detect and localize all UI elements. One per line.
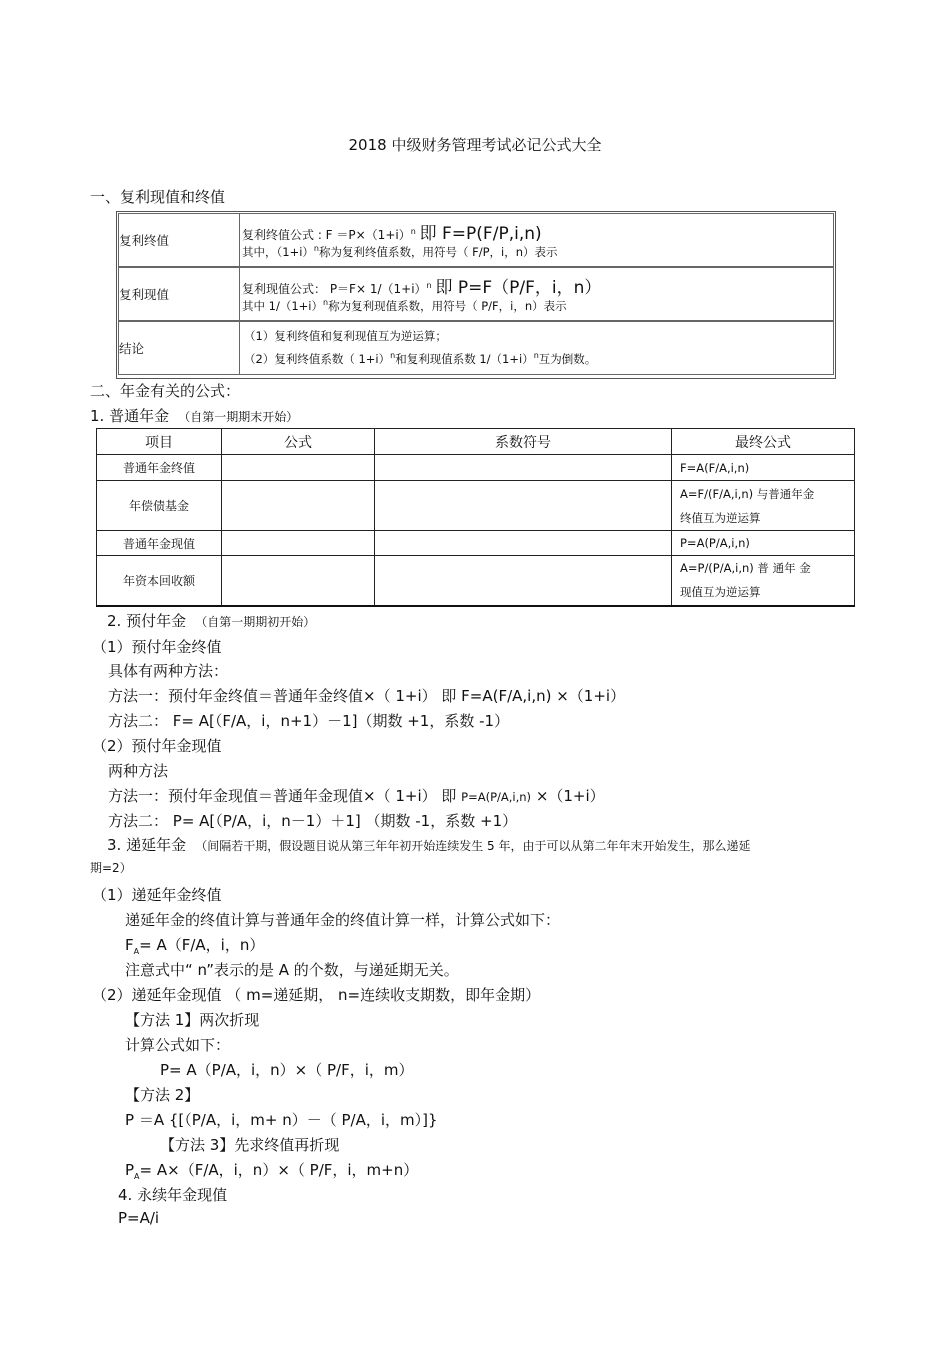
text-line: 计算公式如下： (125, 1036, 231, 1054)
text-line: 两种方法 (108, 762, 169, 780)
subsection-title: 1. 普通年金 （自第一期期末开始） (90, 407, 299, 425)
method-label: 【方法 3】先求终值再折现 (160, 1136, 340, 1154)
conclusion-1: （1）复利终值和复利现值互为逆运算； (244, 329, 447, 343)
final-formula: P=A(P/A,i,n) (672, 531, 855, 556)
formula-note: 其中，$(1+i)^n$称为复利终值系数，用符号（ F/P，i，n）表示 (242, 244, 558, 259)
final-formula: A=F/(F/A,i,n) 与普通年金 终值互为逆运算 (672, 481, 855, 531)
compound-table (116, 211, 836, 379)
formula-line: P ＝A {[（P/A，i，m+ n）－（ P/A，i，m）]} (125, 1111, 438, 1129)
table-row (97, 481, 855, 531)
note-continuation: 期=2） (90, 861, 132, 875)
item-name: 年资本回收额 (97, 556, 222, 606)
row-label: 结论 (119, 322, 240, 374)
formula-line: 方法一：预付年金终值＝普通年金终值×（ 1+i） 即 F=A(F/A,i,n) ×（1+i） (108, 687, 626, 705)
formula-line: 复利终值公式 : $F =P\times(1+i)^n$ 即 F=P(F/P,i,n) (242, 224, 542, 244)
section-heading-2: 二、年金有关的公式： (90, 382, 241, 400)
column-header: 公式 (222, 429, 375, 455)
formula-line: 复利现值公式： $P=F\times 1/(1+i)^n$ 即 P=F（P/F，i，n） (242, 278, 602, 298)
text-line: 具体有两种方法： (108, 662, 229, 680)
column-header: 项目 (97, 429, 222, 455)
table-row (97, 556, 855, 606)
item-heading: （2）预付年金现值 (92, 737, 222, 755)
item-name: 普通年金终值 (97, 455, 222, 481)
subsection-title: 3. 递延年金 （间隔若干期，假设题目说从第三年年初开始连续发生 5 年，由于可以从第二年年末开始发生，那么递延 (107, 836, 751, 854)
table-row (118, 321, 834, 375)
subsection-title: 2. 预付年金 （自第一期期初开始） (107, 612, 316, 630)
row-label: 复利现值 (119, 268, 240, 320)
column-header: 最终公式 (672, 429, 855, 455)
row-label: 复利终值 (119, 214, 240, 266)
item-name: 普通年金现值 (97, 531, 222, 556)
text-line: 递延年金的终值计算与普通年金的终值计算一样，计算公式如下： (125, 911, 561, 929)
item-heading: （1）预付年金终值 (92, 638, 222, 656)
formula-line: 方法二： P= A[（P/A，i，n－1）＋1] （期数 -1，系数 +1） (108, 812, 518, 830)
annuity-table (96, 428, 855, 607)
final-formula: F=A(F/A,i,n) (672, 455, 855, 481)
formula-line: $P_A= A\times(F/A$，i，n）×（ P/F，i，m+n） (125, 1161, 419, 1181)
method-label: 【方法 2】 (125, 1086, 200, 1104)
formula-line: $F_A= A(F/A$，i，n） (125, 936, 265, 956)
formula-line: P=A/i (118, 1209, 160, 1227)
final-formula: A=P/(P/A,i,n) 普 通年 金 现值互为逆运算 (672, 556, 855, 606)
item-heading: （1）递延年金终值 (92, 886, 222, 904)
table-row (97, 455, 855, 481)
table-row (118, 213, 834, 267)
item-name: 年偿债基金 (97, 481, 222, 531)
text-line: 注意式中“ n”表示的是 A 的个数，与递延期无关。 (125, 961, 459, 979)
table-header-row (97, 429, 855, 455)
page-title: 2018 中级财务管理考试必记公式大全 (348, 136, 602, 154)
section-heading-1: 一、复利现值和终值 (90, 188, 226, 206)
column-header: 系数符号 (375, 429, 672, 455)
formula-note: 其中 $1/(1+i)^n$称为复利现值系数，用符号（ P/F，i，n）表示 (242, 298, 567, 313)
formula-line: 方法二： F= A[（F/A，i，n+1）－1]（期数 +1，系数 -1） (108, 712, 510, 730)
table-row (118, 267, 834, 321)
formula-line: P= A（P/A，i，n）×（ P/F，i，m） (160, 1061, 414, 1079)
subsection-title: 4. 永续年金现值 (118, 1186, 228, 1204)
method-label: 【方法 1】两次折现 (125, 1011, 260, 1029)
conclusion-2: （2）复利终值系数（ 1+i）$^n$和复利现值系数 $1/(1+i)^n$互为倒数。 (244, 351, 597, 366)
formula-line: 方法一：预付年金现值＝普通年金现值×（ 1+i） 即 P=A(P/A,i,n) ×（1+i） (108, 787, 605, 805)
table-row (97, 531, 855, 556)
item-heading: （2）递延年金现值 （ m=递延期， n=连续收支期数，即年金期） (92, 986, 541, 1004)
